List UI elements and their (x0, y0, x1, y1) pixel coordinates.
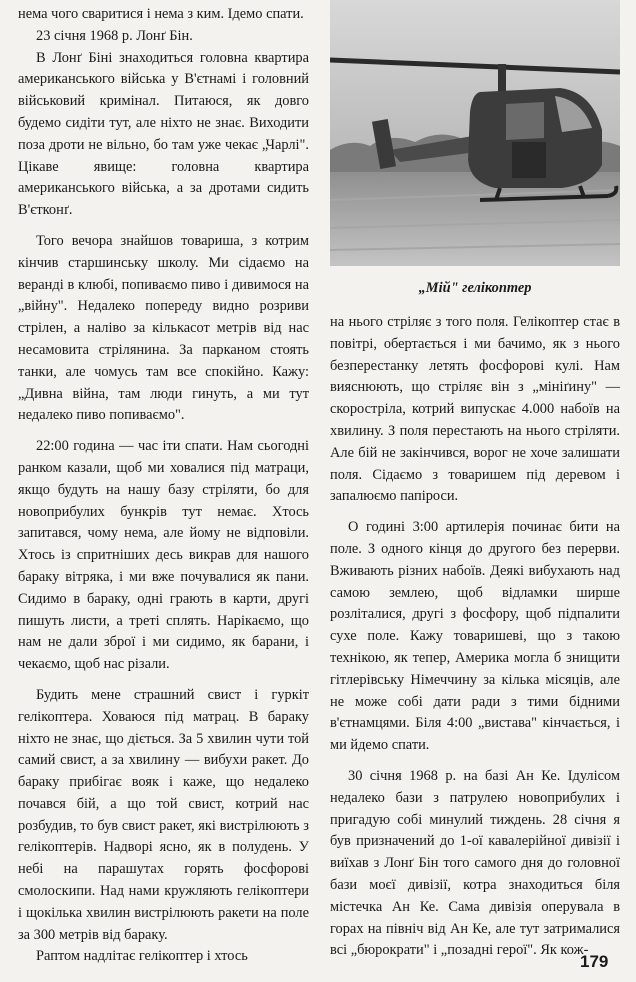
helicopter-icon (330, 0, 620, 266)
entry-heading: 23 січня 1968 р. Лонґ Бін. (36, 27, 193, 44)
paragraph: В Лонґ Біні знаходиться головна квартира американського війська у В'єтнамі і головний військовий кримінал. Питаюся, як довго будемо сидіти тут, але ніхто не знає. Виходити поза дроти не вільно, бо там уже чекає „Чарлі". Цікаве явище: головна квартира американського війська, а за дротами сидить В'єтконґ. (18, 49, 309, 219)
right-column (330, 0, 620, 962)
paragraph: Раптом надлітає гелікоптер і хтось (36, 948, 248, 965)
paragraph: Будить мене страшний свист і гуркіт гелікоптера. Ховаюся під матрац. В бараку ніхто не знає, що діється. За 5 хвилин чути той самий свист, а за хвилину — вибухи ракет. До бараку прибігає вояк і каже, що недалеко почався бій, а що той свист, котрий нас розбудив, то був свист ракет, які вистрілюють з гелікоптерів. Надворі ясно, як в полудень. У небі на парашутах горять фосфорові смолоскипи. Над нами кружляють гелікоптери і щокілька хвилин вистрілюють ракети на поле за 300 метрів від бараку. (18, 686, 309, 943)
paragraph: Того вечора знайшов товариша, з котрим кінчив старшинську школу. Ми сідаємо на веранді в клюбі, попиваємо пиво і дивимося на „війну". Недалеко попереду видно розриви стрілен, а наліво за кількасот метрів від нас несамовита стрілянина. За парканом стоять танки, але чомусь там все спокійно. Кажу: „Дивна війна, там люди гинуть, а ми тут недалеко пиво попиваємо". (18, 232, 309, 424)
page-number: 179 (580, 952, 609, 971)
paragraph: 22:00 година — час іти спати. Нам сьогодні ранком казали, щоб ми ховалися під матраци, якщо будуть на нашу базу стріляти, бо для новоприбулих бункрів тут немає. Хтось запитався, чому нема, але йому не відповіли. Хтось із спритніших десь викрав для нашого бараку вітряка, і ми вже почувалися як пани. Сидимо в бараку, одні грають в карти, другі пишуть листи, а треті сплять. Нарікаємо, що нам не дали зброї і ми сидимо, як барани, і чекаємо, щоб нас різали. (18, 438, 309, 673)
left-column (18, 4, 309, 968)
photo-caption: „Мій" гелікоптер (418, 280, 532, 296)
paragraph: нема чого сваритися і нема з ким. Ідемо спати. (18, 6, 304, 22)
paragraph: на нього стріляє з того поля. Гелікоптер стає в повітрі, обертається і ми бачимо, як з нього безперестанку летять фосфорові кулі. Нам вияснюють, що стріляє він з „мініґину" — скорострілa, котрий випускає 4.000 набоїв на хвилину. З поля перестають на нього стріляти. Але бій не закінчився, ворог не хоче залишати поля. Сідаємо з товаришем під деревом і запалюємо папіроси. (330, 314, 620, 505)
helicopter-photo (330, 0, 620, 266)
paragraph: 30 січня 1968 р. на базі Ан Ке. Ідуліcом недалеко бази з патрулею новоприбулих і пригадую собі минулий тиждень. 28 січня я був призначений до 1-ої кавалерійної дивізії і виїхав з Лонґ Бін того самого дня до головної бази моєї дивізії, котра знаходиться біля містечка Ан Ке. Сама дивізія оперувала в горах на північ від Ан Ке, але тут затрималися всі „бюрократи" і „позадні герої". Як кож- (330, 767, 620, 959)
paragraph: О годині 3:00 артилерія починає бити на поле. З одного кінця до другого без перерви. Вживають різних набоїв. Деякі вибухають над самою землею, щоб відламки ширше розліталися, другі з фосфору, щоб підпалити сухе поле. Кажу товаришеві, що з такою технікою, як тепер, Америка могла б знищити гітлерівську Німеччину за кілька місяців, але не може собі дати ради з тими бідними в'єтнамцями. Біля 4:00 „вистава" кінчається, і ми йдемо спати. (330, 519, 620, 754)
